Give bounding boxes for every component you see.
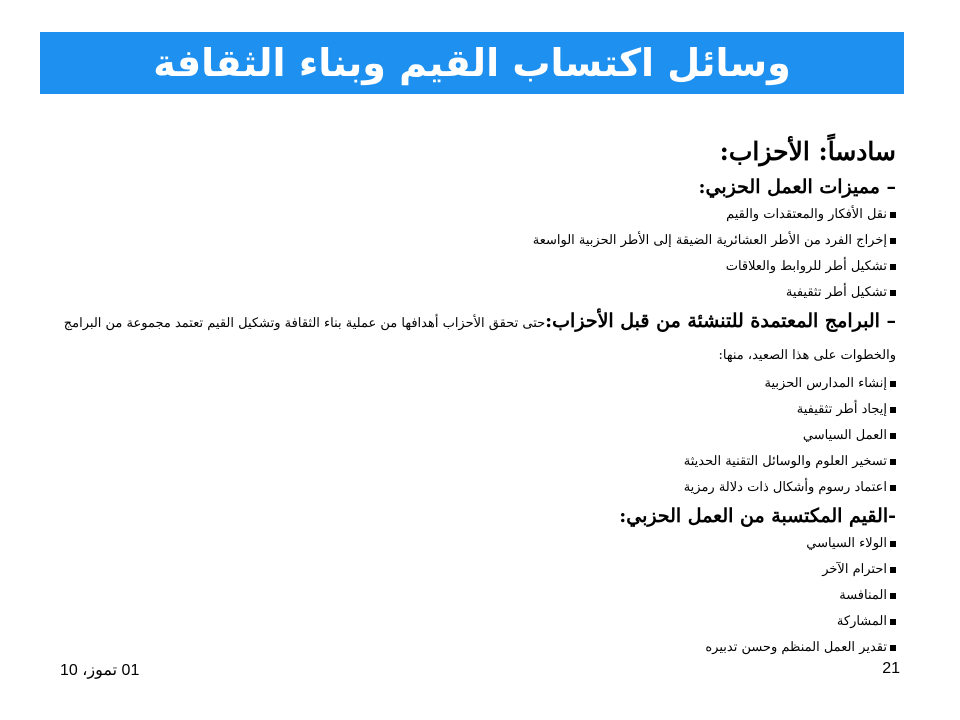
square-bullet-icon <box>890 593 896 599</box>
slide-content <box>60 132 896 661</box>
list-item: إخراج الفرد من الأطر العشائرية الضيقة إلى الأطر الحزبية الواسعة <box>60 228 896 254</box>
list-item: تشكيل أطر تثقيفية <box>60 280 896 306</box>
list-item: تشكيل أطر للروابط والعلاقات <box>60 254 896 280</box>
title-bar <box>40 32 904 94</box>
section-heading-acquired-values: -القيم المكتسبة من العمل الحزبي: <box>619 505 896 527</box>
slide-title: وسائل اكتساب القيم وبناء الثقافة <box>153 41 791 85</box>
section-heading-party-features: – مميزات العمل الحزبي: <box>698 176 896 198</box>
list-item: تقدير العمل المنظم وحسن تدبيره <box>60 635 896 661</box>
main-heading: سادساً: الأحزاب: <box>719 137 896 166</box>
section-text-programs: حتى تحقق الأحزاب أهدافها من عملية بناء الثقافة وتشكيل القيم تعتمد مجموعة من البرامج والخطوات على هذا الصعيد، منها: <box>63 316 896 363</box>
square-bullet-icon <box>890 645 896 651</box>
list-item: إنشاء المدارس الحزبية <box>60 371 896 397</box>
list-item: احترام الآخر <box>60 557 896 583</box>
square-bullet-icon <box>890 567 896 573</box>
section-paragraph-programs <box>60 306 896 371</box>
list-item: المنافسة <box>60 583 896 609</box>
list-item: إيجاد أطر تثقيفية <box>60 397 896 423</box>
square-bullet-icon <box>890 485 896 491</box>
footer-date: 01 تموز، 10 <box>60 662 140 679</box>
square-bullet-icon <box>890 212 896 218</box>
list-item: تسخير العلوم والوسائل التقنية الحديثة <box>60 449 896 475</box>
list-item: الولاء السياسي <box>60 531 896 557</box>
square-bullet-icon <box>890 290 896 296</box>
list-item: المشاركة <box>60 609 896 635</box>
square-bullet-icon <box>890 264 896 270</box>
list-item: اعتماد رسوم وأشكال ذات دلالة رمزية <box>60 475 896 501</box>
square-bullet-icon <box>890 238 896 244</box>
list-item: العمل السياسي <box>60 423 896 449</box>
square-bullet-icon <box>890 433 896 439</box>
square-bullet-icon <box>890 407 896 413</box>
footer-page-number: 21 <box>882 660 900 677</box>
square-bullet-icon <box>890 459 896 465</box>
square-bullet-icon <box>890 381 896 387</box>
square-bullet-icon <box>890 541 896 547</box>
section-heading-programs: – البرامج المعتمدة للتنشئة من قبل الأحزاب: <box>545 310 896 332</box>
square-bullet-icon <box>890 619 896 625</box>
list-item: نقل الأفكار والمعتقدات والقيم <box>60 202 896 228</box>
